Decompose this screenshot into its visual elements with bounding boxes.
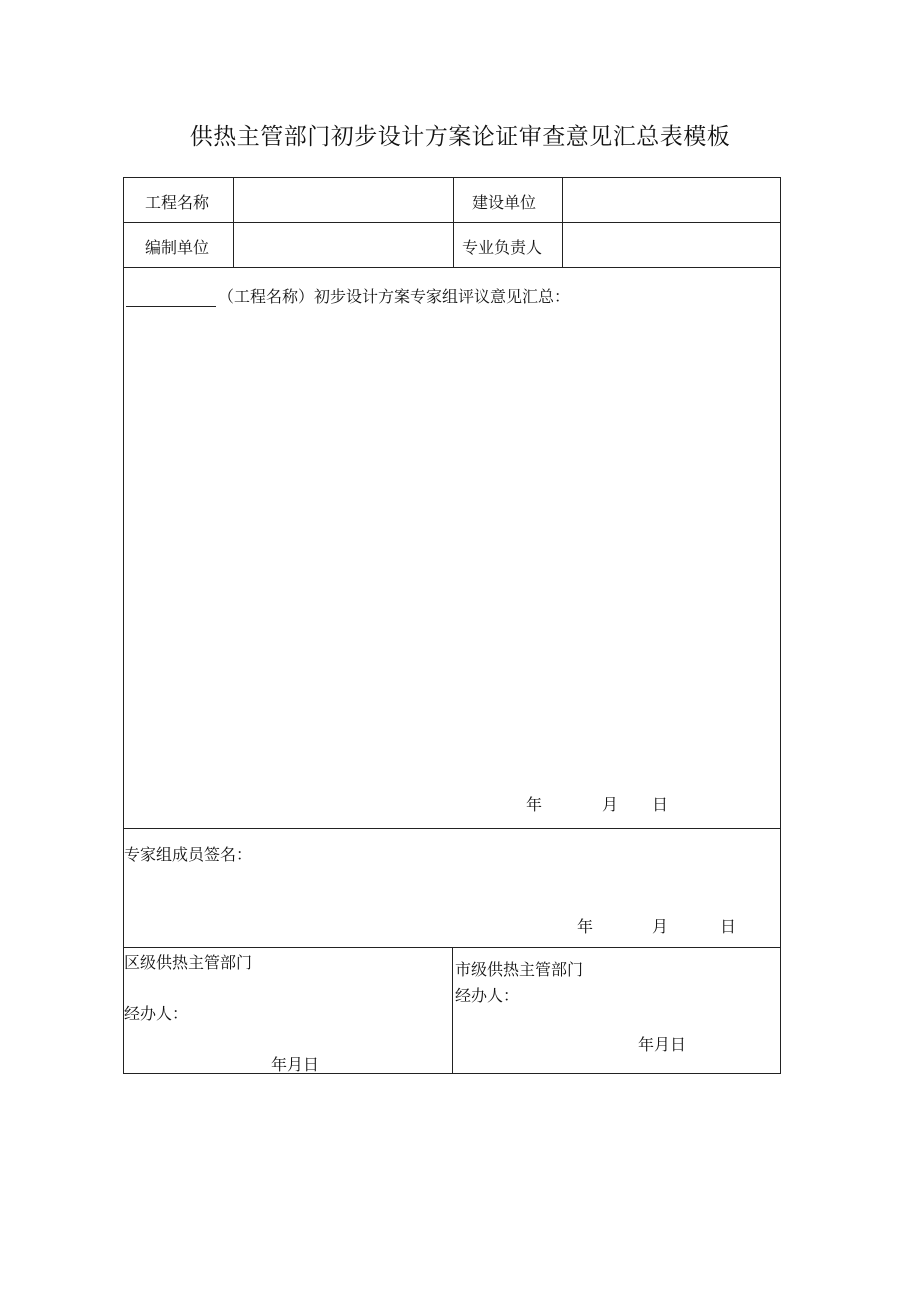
district-department-label: 区级供热主管部门 xyxy=(124,953,253,972)
construction-unit-field[interactable] xyxy=(563,178,780,222)
district-date: 年月日 xyxy=(271,1055,320,1074)
expert-signature-area[interactable] xyxy=(128,868,568,938)
professional-lead-field[interactable] xyxy=(563,223,780,267)
compiling-unit-field[interactable] xyxy=(234,223,453,267)
review-form-table xyxy=(123,177,781,1074)
city-department-label: 市级供热主管部门 xyxy=(455,960,584,979)
district-handler-label: 经办人： xyxy=(124,1004,189,1023)
compiling-unit-label: 编制单位 xyxy=(145,238,210,257)
row-divider-3 xyxy=(124,828,780,829)
signature-date-day: 日 xyxy=(720,917,737,936)
signature-date-year: 年 xyxy=(577,917,594,936)
summary-heading xyxy=(126,284,570,307)
summary-date-month: 月 xyxy=(602,795,619,814)
signature-date-month: 月 xyxy=(652,917,669,936)
professional-lead-label: 专业负责人 xyxy=(462,238,543,257)
summary-heading-text: （工程名称）初步设计方案专家组评议意见汇总： xyxy=(218,287,571,306)
bottom-col-divider xyxy=(452,947,453,1073)
col-divider-2 xyxy=(453,178,454,267)
summary-date-day: 日 xyxy=(652,795,669,814)
summary-date-year: 年 xyxy=(526,795,543,814)
project-name-label: 工程名称 xyxy=(145,193,210,212)
city-date: 年月日 xyxy=(638,1035,687,1054)
project-name-blank[interactable] xyxy=(126,290,216,307)
project-name-field[interactable] xyxy=(234,178,453,222)
document-title: 供热主管部门初步设计方案论证审查意见汇总表模板 xyxy=(189,124,731,150)
summary-opinion-area[interactable] xyxy=(128,308,776,778)
row-divider-2 xyxy=(124,267,780,268)
construction-unit-label: 建设单位 xyxy=(472,193,537,212)
city-handler-label: 经办人： xyxy=(455,986,520,1005)
expert-signature-label: 专家组成员签名： xyxy=(124,845,253,864)
